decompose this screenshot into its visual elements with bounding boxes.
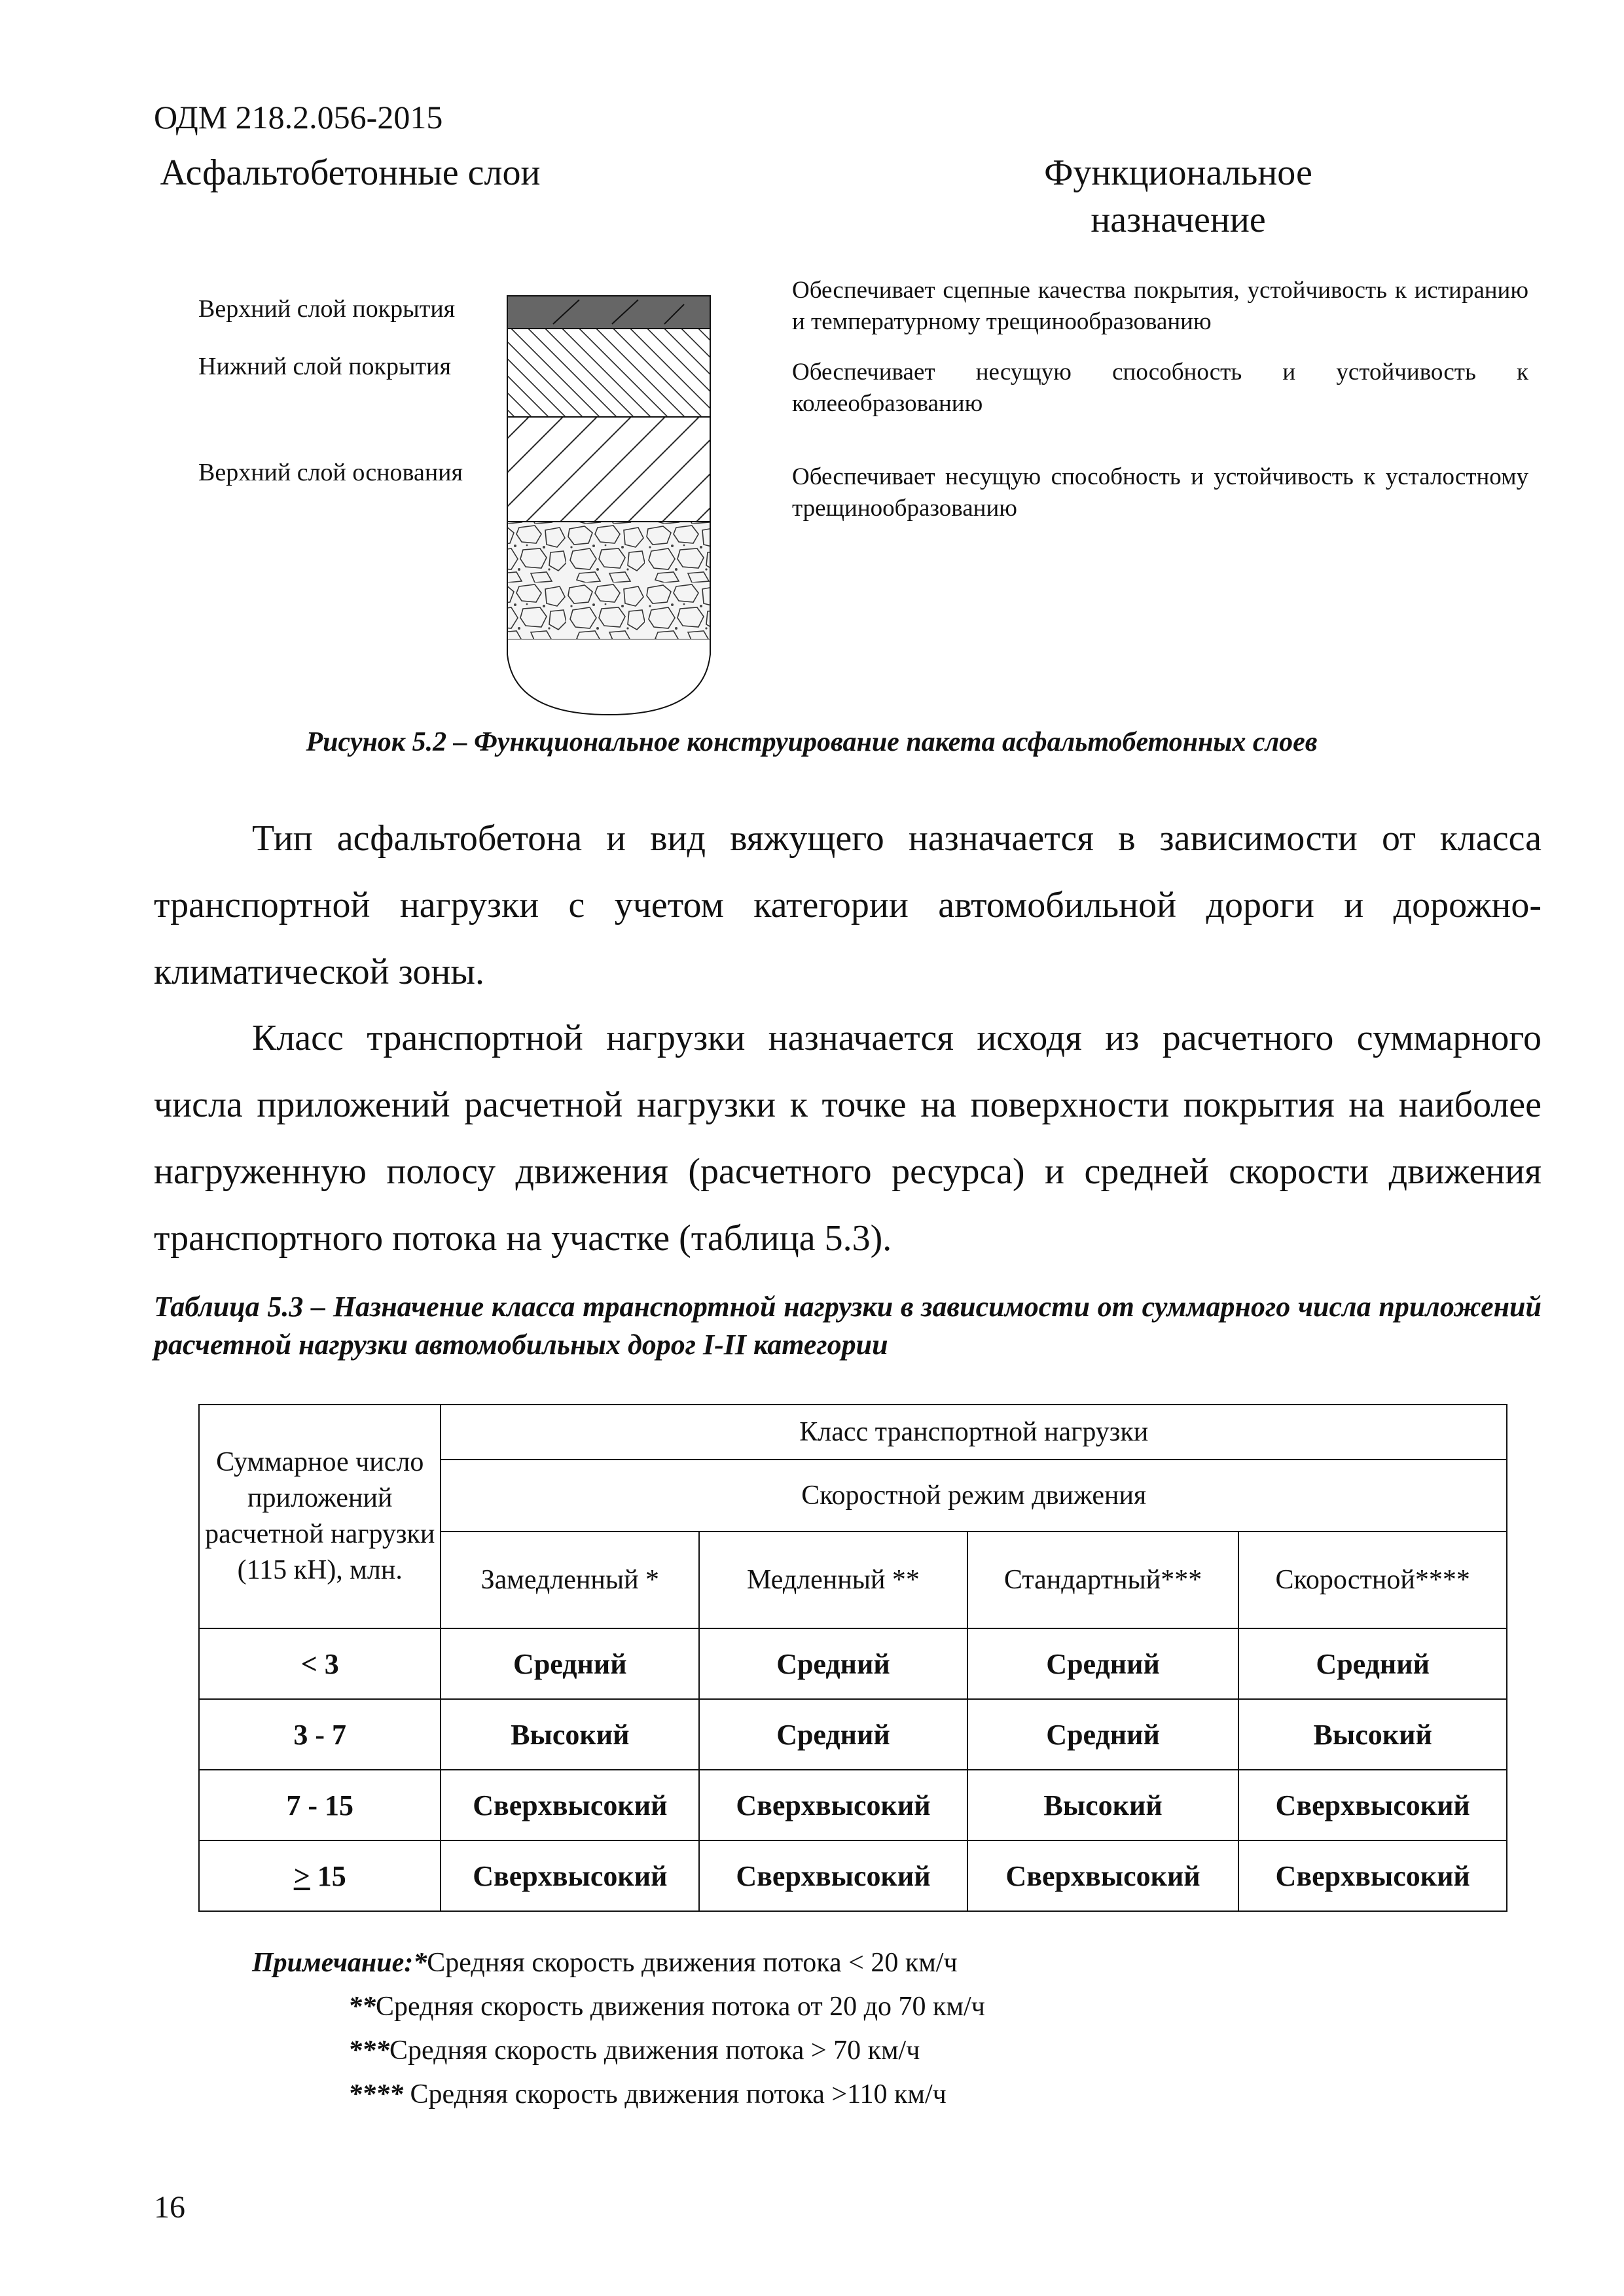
note-mark: ***: [348, 2036, 389, 2066]
table-caption: Таблица 5.3 – Назначение класса транспортной нагрузки в зависимости от суммарного числа приложений расчетной нагрузки автомобильных дорог I-II категории: [154, 1291, 1542, 1361]
note-text: Средняя скорость движения потока от 20 до 70 км/ч: [376, 1992, 985, 2022]
table-cell: Сверхвысокий: [699, 1840, 967, 1911]
layer-function-top-surface: Обеспечивает сцепные качества покрытия, устойчивость к истиранию и температурному трещинообразованию: [792, 277, 1528, 335]
table-column-header: Замедленный *: [441, 1532, 699, 1628]
table-cell: Высокий: [967, 1770, 1239, 1840]
note-line-1: [252, 1947, 958, 1979]
table-cell: Высокий: [441, 1699, 699, 1770]
note-mark: *: [413, 1948, 427, 1978]
page-number: 16: [154, 2190, 185, 2225]
table-column-header: Стандартный***: [967, 1532, 1239, 1628]
table-cell: Средний: [967, 1628, 1239, 1699]
table-cell: Средний: [699, 1628, 967, 1699]
table-subgroup-header: Скоростной режим движения: [441, 1460, 1507, 1532]
range-value: 15: [310, 1859, 346, 1892]
figure-caption: Рисунок 5.2 – Функциональное конструирование пакета асфальтобетонных слоев: [306, 727, 1318, 757]
table-cell: Сверхвысокий: [1238, 1770, 1507, 1840]
table-cell: Сверхвысокий: [1238, 1840, 1507, 1911]
note-line-3: [348, 2035, 920, 2066]
table-cell: Сверхвысокий: [967, 1840, 1239, 1911]
paragraph-asphalt-type: Тип асфальтобетона и вид вяжущего назначается в зависимости от класса транспортной нагрузки с учетом категории автомобильной дороги и дорожно-климатической зоны.: [154, 818, 1542, 992]
column-title-function: Функциональное назначение: [1044, 152, 1312, 240]
table-cell: Средний: [441, 1628, 699, 1699]
layer-function-lower-surface: Обеспечивает несущую способность и устойчивость к колееобразованию: [792, 359, 1528, 417]
table-cell: Средний: [967, 1699, 1239, 1770]
table-group-header: Класс транспортной нагрузки: [441, 1405, 1507, 1460]
note-label: Примечание:: [252, 1948, 414, 1978]
aggregate-layer: [507, 522, 710, 639]
document-code: ОДМ 218.2.056-2015: [154, 99, 443, 135]
table-column-header: Скоростной****: [1238, 1532, 1507, 1628]
layer-diagram: [488, 288, 736, 720]
layer-label-top-surface: Верхний слой покрытия: [198, 295, 456, 323]
table-cell: Средний: [1238, 1628, 1507, 1699]
note-mark: **: [348, 1992, 376, 2022]
column-title-layers: Асфальтобетонные слои: [160, 152, 541, 193]
note-text: Средняя скорость движения потока > 70 км/ч: [389, 2036, 920, 2066]
greater-or-equal-symbol: >: [293, 1859, 310, 1892]
table-row-range: 3 - 7: [199, 1699, 441, 1770]
table-row-range: [199, 1840, 441, 1911]
layer-function-base: Обеспечивает несущую способность и устойчивость к усталостному трещинообразованию: [792, 463, 1528, 522]
lower-surface-layer: [507, 329, 710, 417]
top-surface-layer: [507, 296, 710, 329]
table-cell: Высокий: [1238, 1699, 1507, 1770]
table-row: [199, 1770, 1507, 1840]
table-row: [199, 1628, 1507, 1699]
subgrade-arc: [507, 639, 710, 715]
table-row-range: 7 - 15: [199, 1770, 441, 1840]
note-text: Средняя скорость движения потока >110 км/ч: [403, 2079, 947, 2109]
table-row-header: Суммарное число приложений расчетной нагрузки (115 кН), млн.: [199, 1405, 441, 1628]
note-line-2: [348, 1991, 985, 2022]
table-row-range: < 3: [199, 1628, 441, 1699]
paragraph-load-class: Класс транспортной нагрузки назначается исходя из расчетного суммарного числа приложений расчетной нагрузки к точке на поверхности покрытия на наиболее нагруженную полосу движения (расчетного ресурса) и средней скорости движения транспортного потока на участке (таблица 5.3).: [154, 1018, 1542, 1259]
table-cell: Сверхвысокий: [699, 1770, 967, 1840]
layer-label-base: Верхний слой основания: [198, 459, 463, 486]
table-cell: Сверхвысокий: [441, 1770, 699, 1840]
table-row: [199, 1699, 1507, 1770]
table-cell: Сверхвысокий: [441, 1840, 699, 1911]
note-text: Средняя скорость движения потока < 20 км/ч: [427, 1948, 958, 1978]
layer-label-lower-surface: Нижний слой покрытия: [198, 353, 451, 380]
note-line-4: [348, 2079, 947, 2110]
table-row: [199, 1840, 1507, 1911]
table-column-header: Медленный **: [699, 1532, 967, 1628]
base-layer: [507, 417, 710, 522]
table-cell: Средний: [699, 1699, 967, 1770]
note-mark: ****: [348, 2079, 403, 2109]
load-class-table: [198, 1404, 1507, 1912]
